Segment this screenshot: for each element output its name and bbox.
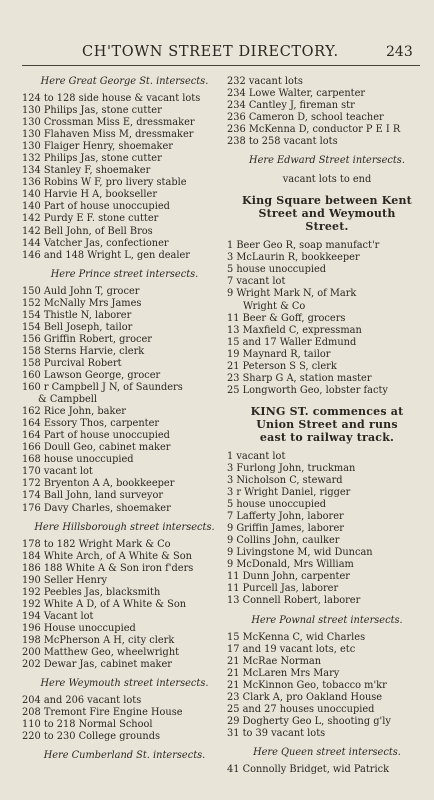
street-heading-line: east to railway track. <box>259 430 395 444</box>
directory-entry: 232 vacant lots <box>227 76 303 87</box>
street-heading-line: Union Street and runs <box>256 417 398 431</box>
directory-entry: 158 Purcival Robert <box>22 357 122 369</box>
directory-entry: 140 Harvie H A, bookseller <box>22 189 157 201</box>
directory-entry: 9 Collins John, caulker <box>227 535 340 547</box>
page-header <box>0 40 434 62</box>
directory-entry: 144 Vatcher Jas, confectioner <box>22 237 169 249</box>
directory-entry: 124 to 128 side house & vacant lots <box>22 93 201 104</box>
directory-entry: 132 Philips Jas, stone cutter <box>22 153 162 165</box>
intersection-note: Here Hillsborough street intersects. <box>34 521 215 533</box>
directory-entry: 160 r Campbell J N, of Saunders <box>22 382 183 394</box>
directory-entry: 160 Lawson George, grocer <box>22 369 161 381</box>
directory-entry: 146 and 148 Wright L, gen dealer <box>22 249 190 261</box>
directory-entry: 172 Bryenton A A, bookkeeper <box>22 478 175 490</box>
directory-entry: 234 Lowe Walter, carpenter <box>227 88 366 100</box>
page-title: CH'TOWN STREET DIRECTORY. <box>82 44 339 60</box>
directory-entry: 198 McPherson A H, city clerk <box>22 634 175 646</box>
right-column <box>227 76 427 776</box>
header-rule <box>22 65 420 66</box>
directory-entry-continuation: Wright & Co <box>243 300 306 312</box>
directory-entry: 134 Stanley F, shoemaker <box>22 165 151 177</box>
directory-entry: 168 house unoccupied <box>22 454 134 466</box>
intersection-note: Here Prince street intersects. <box>50 268 199 280</box>
directory-entry: 196 House unoccupied <box>22 622 136 634</box>
directory-entry: 23 Clark A, pro Oakland House <box>227 691 383 703</box>
directory-entry: 152 McNally Mrs James <box>22 297 142 309</box>
directory-entry: 29 Dogherty Geo L, shooting g'ly <box>227 715 391 727</box>
directory-entry: 15 McKenna C, wid Charles <box>227 631 366 643</box>
directory-entry: 190 Seller Henry <box>22 574 108 586</box>
directory-entry: 186 188 White A & Son iron f'ders <box>22 562 194 574</box>
directory-entry: 176 Davy Charles, shoemaker <box>22 502 171 514</box>
directory-entry: 25 Longworth Geo, lobster facty <box>227 384 388 396</box>
directory-entry: 1 Beer Geo R, soap manufact'r <box>227 240 380 252</box>
directory-entry: 220 to 230 College grounds <box>22 731 160 743</box>
directory-entry: 3 Furlong John, truckman <box>227 462 356 474</box>
directory-entry: 9 Livingstone M, wid Duncan <box>227 547 373 559</box>
directory-entry: 3 r Wright Daniel, rigger <box>227 487 351 499</box>
directory-entry: 3 McLaurin R, bookkeeper <box>227 252 360 264</box>
intersection-note: Here Edward Street intersects. <box>249 155 405 167</box>
directory-entry: 21 McKinnon Geo, tobacco m'kr <box>227 679 387 691</box>
directory-entry: 9 McDonald, Mrs William <box>227 559 354 571</box>
directory-entry: 166 Doull Geo, cabinet maker <box>22 442 171 454</box>
directory-entry: 170 vacant lot <box>22 466 93 478</box>
directory-entry: 41 Connolly Bridget, wid Patrick <box>227 763 390 775</box>
directory-entry: 140 Part of house unoccupied <box>22 201 170 213</box>
directory-entry: 13 Connell Robert, laborer <box>227 595 361 607</box>
directory-entry: 5 house unoccupied <box>227 499 327 511</box>
directory-entry: 158 Sterns Harvie, clerk <box>22 345 145 357</box>
directory-entry: 19 Maynard R, tailor <box>227 348 331 360</box>
directory-entry: 142 Purdy E F. stone cutter <box>22 213 159 225</box>
directory-entry: 7 Lafferty John, laborer <box>227 511 344 523</box>
street-heading <box>227 405 427 444</box>
intersection-note: Here Great George St. intersects. <box>40 76 209 87</box>
street-heading-line: King Square between Kent <box>242 194 412 208</box>
intersection-note: Here Pownal street intersects. <box>251 614 403 626</box>
directory-entry: 204 and 206 vacant lots <box>22 695 142 707</box>
directory-entry: 156 Griffin Robert, grocer <box>22 333 152 345</box>
directory-entry: 11 Dunn John, carpenter <box>227 571 350 583</box>
directory-entry: 9 Griffin James, laborer <box>227 523 344 535</box>
directory-entry: 3 Nicholson C, steward <box>227 474 343 486</box>
directory-entry: 25 and 27 houses unoccupied <box>227 703 375 715</box>
directory-entry: 154 Bell Joseph, tailor <box>22 321 133 333</box>
directory-entry: 130 Flaiger Henry, shoemaker <box>22 141 173 153</box>
directory-entry: 11 Purcell Jas, laborer <box>227 583 339 595</box>
directory-entry-continuation: & Campbell <box>38 394 98 406</box>
directory-entry: 142 Bell John, of Bell Bros <box>22 225 153 237</box>
directory-entry: 194 Vacant lot <box>22 610 94 622</box>
street-heading <box>227 194 427 233</box>
directory-entry: 238 to 258 vacant lots <box>227 136 338 148</box>
page-number: 243 <box>386 44 413 60</box>
directory-entry: 9 Wright Mark N, of Mark <box>227 288 357 300</box>
directory-entry: 136 Robins W F, pro livery stable <box>22 177 187 189</box>
directory-entry: 202 Dewar Jas, cabinet maker <box>22 659 172 671</box>
directory-entry: 162 Rice John, baker <box>22 406 126 418</box>
directory-entry: 21 McRae Norman <box>227 655 322 667</box>
directory-entry: 174 Ball John, land surveyor <box>22 490 164 502</box>
directory-entry: 130 Flahaven Miss M, dressmaker <box>22 129 194 141</box>
directory-entry: 208 Tremont Fire Engine House <box>22 707 183 719</box>
directory-entry: 184 White Arch, of A White & Son <box>22 550 192 562</box>
directory-entry: 11 Beer & Goff, grocers <box>227 312 346 324</box>
directory-entry: 1 vacant lot <box>227 450 286 462</box>
directory-entry: 164 Part of house unoccupied <box>22 430 170 442</box>
directory-entry: 164 Essory Thos, carpenter <box>22 418 160 430</box>
directory-entry: 178 to 182 Wright Mark & Co <box>22 538 171 550</box>
left-column <box>22 76 227 767</box>
directory-entry: 150 Auld John T, grocer <box>22 285 140 297</box>
directory-note: vacant lots to end <box>282 174 372 186</box>
directory-entry: 192 Peebles Jas, blacksmith <box>22 586 161 598</box>
directory-entry: 21 Peterson S S, clerk <box>227 360 337 372</box>
directory-entry: 192 White A D, of A White & Son <box>22 598 187 610</box>
intersection-note: Here Weymouth street intersects. <box>40 678 209 690</box>
directory-entry: 31 to 39 vacant lots <box>227 727 326 739</box>
directory-entry: 234 Cantley J, fireman str <box>227 100 355 112</box>
directory-entry: 110 to 218 Normal School <box>22 719 153 731</box>
directory-entry: 236 McKenna D, conductor P E I R <box>227 124 401 136</box>
directory-entry: 200 Matthew Geo, wheelwright <box>22 646 180 658</box>
street-heading-line: Street and Weymouth <box>258 207 396 221</box>
directory-entry: 17 and 19 vacant lots, etc <box>227 643 356 655</box>
directory-entry: 23 Sharp G A, station master <box>227 372 372 384</box>
directory-entry: 130 Philips Jas, stone cutter <box>22 105 162 117</box>
directory-entry: 21 McLaren Mrs Mary <box>227 667 340 679</box>
directory-entry: 7 vacant lot <box>227 276 286 288</box>
directory-entry: 130 Crossman Miss E, dressmaker <box>22 117 195 129</box>
directory-entry: 15 and 17 Waller Edmund <box>227 336 357 348</box>
street-heading-line: Street. <box>305 220 349 234</box>
intersection-note: Here Cumberland St. intersects. <box>43 750 206 762</box>
directory-entry: 154 Thistle N, laborer <box>22 309 132 321</box>
directory-entry: 13 Maxfield C, expressman <box>227 324 362 336</box>
directory-entry: 5 house unoccupied <box>227 264 327 276</box>
intersection-note: Here Queen street intersects. <box>253 746 401 758</box>
street-heading-line: KING ST. commences at <box>250 404 404 418</box>
directory-entry: 236 Cameron D, school teacher <box>227 112 384 124</box>
